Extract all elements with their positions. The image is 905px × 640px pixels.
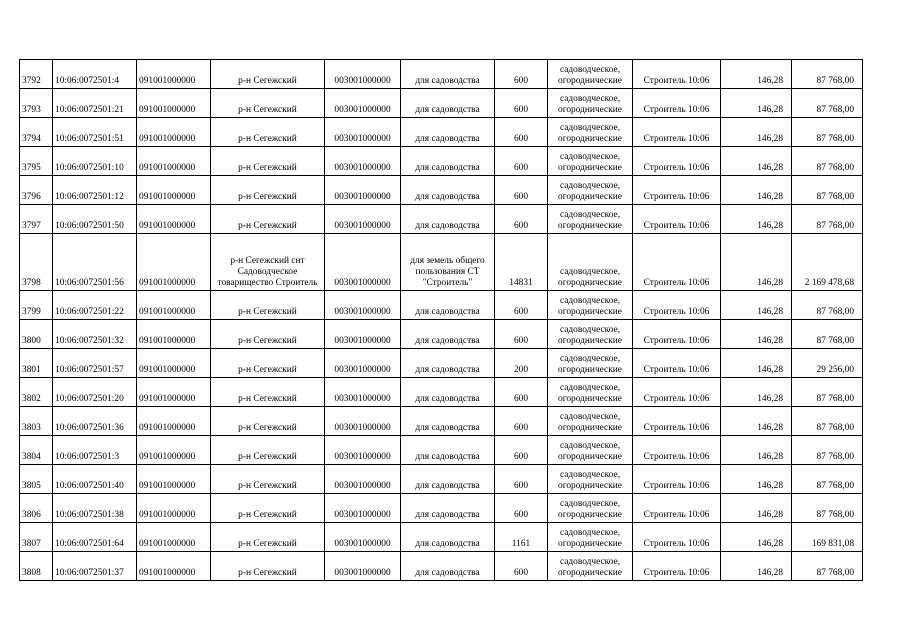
cell-address: р-н Сегежский [211,378,325,407]
cell-group: садоводческое, огороднические [548,552,633,581]
cell-row-number: 3806 [20,494,53,523]
cell-specific-value: 146,28 [721,234,792,291]
cell-cadastral-number: 10:06:0072501:51 [53,118,137,147]
cell-cadastral-number: 10:06:0072501:40 [53,465,137,494]
table-row [20,349,863,378]
cell-category-code: 003001000000 [325,118,401,147]
cell-area: 600 [495,176,548,205]
cell-cadastral-value: 87 768,00 [792,205,863,234]
cell-address: р-н Сегежский [211,552,325,581]
cell-row-number: 3799 [20,291,53,320]
cell-cadastral-number: 10:06:0072501:56 [53,234,137,291]
cell-specific-value: 146,28 [721,436,792,465]
cell-address: р-н Сегежский [211,436,325,465]
cell-group: садоводческое, огороднические [548,176,633,205]
cell-category-code: 003001000000 [325,234,401,291]
cell-row-number: 3801 [20,349,53,378]
cell-row-number: 3794 [20,118,53,147]
table-row [20,147,863,176]
cell-permitted-use: для садоводства [401,407,495,436]
cell-row-number: 3804 [20,436,53,465]
cell-permitted-use: для садоводства [401,60,495,89]
cell-permitted-use: для садоводства [401,465,495,494]
cell-specific-value: 146,28 [721,407,792,436]
cell-cadastral-number: 10:06:0072501:57 [53,349,137,378]
cell-address: р-н Сегежский [211,118,325,147]
cell-permitted-use: для садоводства [401,118,495,147]
cell-area: 600 [495,436,548,465]
cell-group: садоводческое, огороднические [548,234,633,291]
cell-cadastral-value: 2 169 478,68 [792,234,863,291]
cell-address: р-н Сегежский [211,320,325,349]
cell-category-code: 003001000000 [325,291,401,320]
cell-group: садоводческое, огороднические [548,436,633,465]
cell-area: 600 [495,147,548,176]
cell-settlement: Строитель 10:06 [633,349,721,378]
cell-oktmo-code: 091001000000 [137,523,211,552]
cell-cadastral-number: 10:06:0072501:22 [53,291,137,320]
cell-specific-value: 146,28 [721,60,792,89]
cell-cadastral-value: 87 768,00 [792,291,863,320]
cell-cadastral-number: 10:06:0072501:4 [53,60,137,89]
cell-specific-value: 146,28 [721,552,792,581]
cell-address: р-н Сегежский [211,291,325,320]
cell-specific-value: 146,28 [721,494,792,523]
table-row [20,407,863,436]
cell-category-code: 003001000000 [325,494,401,523]
table-row [20,89,863,118]
cell-permitted-use: для садоводства [401,378,495,407]
cell-permitted-use: для садоводства [401,349,495,378]
cell-specific-value: 146,28 [721,89,792,118]
cadastral-table [19,59,863,581]
cell-category-code: 003001000000 [325,436,401,465]
cell-cadastral-value: 87 768,00 [792,465,863,494]
table-row [20,60,863,89]
cell-row-number: 3793 [20,89,53,118]
cell-area: 600 [495,552,548,581]
cell-category-code: 003001000000 [325,176,401,205]
cell-specific-value: 146,28 [721,378,792,407]
cell-area: 600 [495,89,548,118]
cell-category-code: 003001000000 [325,147,401,176]
cell-settlement: Строитель 10:06 [633,523,721,552]
cell-cadastral-value: 87 768,00 [792,552,863,581]
cell-cadastral-number: 10:06:0072501:37 [53,552,137,581]
cell-address: р-н Сегежский [211,89,325,118]
table-body [20,60,863,581]
cell-settlement: Строитель 10:06 [633,552,721,581]
cell-specific-value: 146,28 [721,349,792,378]
cell-row-number: 3802 [20,378,53,407]
cell-cadastral-number: 10:06:0072501:36 [53,407,137,436]
cell-specific-value: 146,28 [721,465,792,494]
table-row [20,176,863,205]
cell-row-number: 3808 [20,552,53,581]
cell-permitted-use: для садоводства [401,494,495,523]
cell-address: р-н Сегежский [211,523,325,552]
cell-settlement: Строитель 10:06 [633,494,721,523]
cell-cadastral-number: 10:06:0072501:20 [53,378,137,407]
cell-group: садоводческое, огороднические [548,291,633,320]
table-row [20,118,863,147]
table-row [20,436,863,465]
cell-area: 600 [495,407,548,436]
cell-row-number: 3807 [20,523,53,552]
table-row [20,552,863,581]
cell-group: садоводческое, огороднические [548,60,633,89]
cell-specific-value: 146,28 [721,291,792,320]
cell-category-code: 003001000000 [325,465,401,494]
cell-area: 600 [495,60,548,89]
cell-cadastral-number: 10:06:0072501:50 [53,205,137,234]
cell-cadastral-value: 87 768,00 [792,118,863,147]
cell-row-number: 3795 [20,147,53,176]
cell-area: 600 [495,291,548,320]
table-row [20,291,863,320]
cell-category-code: 003001000000 [325,320,401,349]
cell-category-code: 003001000000 [325,552,401,581]
cell-cadastral-value: 87 768,00 [792,407,863,436]
cell-area: 600 [495,494,548,523]
cell-oktmo-code: 091001000000 [137,407,211,436]
cell-category-code: 003001000000 [325,89,401,118]
cell-cadastral-value: 29 256,00 [792,349,863,378]
cell-address: р-н Сегежский снт Садоводческое товарищество Строитель [211,234,325,291]
cell-permitted-use: для садоводства [401,523,495,552]
cell-category-code: 003001000000 [325,523,401,552]
cell-specific-value: 146,28 [721,320,792,349]
cell-settlement: Строитель 10:06 [633,118,721,147]
cell-permitted-use: для садоводства [401,147,495,176]
cell-group: садоводческое, огороднические [548,523,633,552]
cell-settlement: Строитель 10:06 [633,234,721,291]
cell-area: 600 [495,378,548,407]
cell-cadastral-number: 10:06:0072501:10 [53,147,137,176]
cell-oktmo-code: 091001000000 [137,60,211,89]
cell-settlement: Строитель 10:06 [633,378,721,407]
cell-group: садоводческое, огороднические [548,89,633,118]
cell-permitted-use: для садоводства [401,320,495,349]
cell-settlement: Строитель 10:06 [633,89,721,118]
cell-specific-value: 146,28 [721,147,792,176]
cell-oktmo-code: 091001000000 [137,349,211,378]
cell-settlement: Строитель 10:06 [633,147,721,176]
cell-group: садоводческое, огороднические [548,378,633,407]
cell-group: садоводческое, огороднические [548,465,633,494]
cell-address: р-н Сегежский [211,176,325,205]
cell-address: р-н Сегежский [211,60,325,89]
cell-address: р-н Сегежский [211,205,325,234]
cell-settlement: Строитель 10:06 [633,176,721,205]
cell-permitted-use: для садоводства [401,436,495,465]
cell-permitted-use: для садоводства [401,205,495,234]
cell-cadastral-value: 87 768,00 [792,494,863,523]
cell-area: 600 [495,465,548,494]
cell-settlement: Строитель 10:06 [633,436,721,465]
cell-area: 600 [495,205,548,234]
table-row [20,205,863,234]
cell-row-number: 3803 [20,407,53,436]
cell-oktmo-code: 091001000000 [137,234,211,291]
cell-address: р-н Сегежский [211,494,325,523]
cell-row-number: 3792 [20,60,53,89]
cell-oktmo-code: 091001000000 [137,291,211,320]
cell-address: р-н Сегежский [211,349,325,378]
cell-cadastral-value: 87 768,00 [792,89,863,118]
cell-area: 14831 [495,234,548,291]
cell-settlement: Строитель 10:06 [633,465,721,494]
cell-settlement: Строитель 10:06 [633,60,721,89]
cell-cadastral-number: 10:06:0072501:38 [53,494,137,523]
cell-cadastral-value: 87 768,00 [792,320,863,349]
cell-category-code: 003001000000 [325,205,401,234]
cell-oktmo-code: 091001000000 [137,205,211,234]
cell-oktmo-code: 091001000000 [137,552,211,581]
table-row [20,320,863,349]
cell-group: садоводческое, огороднические [548,349,633,378]
cell-oktmo-code: 091001000000 [137,147,211,176]
cell-cadastral-value: 87 768,00 [792,176,863,205]
cell-specific-value: 146,28 [721,205,792,234]
cell-group: садоводческое, огороднические [548,147,633,176]
cell-group: садоводческое, огороднические [548,494,633,523]
cell-settlement: Строитель 10:06 [633,291,721,320]
cell-category-code: 003001000000 [325,60,401,89]
cell-row-number: 3805 [20,465,53,494]
cell-oktmo-code: 091001000000 [137,465,211,494]
cell-area: 200 [495,349,548,378]
cell-category-code: 003001000000 [325,407,401,436]
cell-specific-value: 146,28 [721,118,792,147]
cell-oktmo-code: 091001000000 [137,436,211,465]
table-row [20,465,863,494]
cell-oktmo-code: 091001000000 [137,494,211,523]
cell-settlement: Строитель 10:06 [633,205,721,234]
cell-settlement: Строитель 10:06 [633,320,721,349]
cell-row-number: 3798 [20,234,53,291]
cell-group: садоводческое, огороднические [548,118,633,147]
cell-cadastral-value: 87 768,00 [792,60,863,89]
table-row [20,234,863,291]
cell-permitted-use: для садоводства [401,552,495,581]
cell-cadastral-number: 10:06:0072501:21 [53,89,137,118]
cell-cadastral-number: 10:06:0072501:64 [53,523,137,552]
cell-permitted-use: для садоводства [401,291,495,320]
cell-cadastral-number: 10:06:0072501:3 [53,436,137,465]
cell-address: р-н Сегежский [211,465,325,494]
table-row [20,378,863,407]
cell-cadastral-number: 10:06:0072501:12 [53,176,137,205]
cell-cadastral-value: 169 831,08 [792,523,863,552]
cell-cadastral-value: 87 768,00 [792,436,863,465]
cell-row-number: 3800 [20,320,53,349]
cell-specific-value: 146,28 [721,176,792,205]
cell-category-code: 003001000000 [325,349,401,378]
cell-cadastral-value: 87 768,00 [792,147,863,176]
cell-oktmo-code: 091001000000 [137,176,211,205]
cell-address: р-н Сегежский [211,147,325,176]
cell-area: 1161 [495,523,548,552]
table-row [20,523,863,552]
cell-group: садоводческое, огороднические [548,407,633,436]
cell-category-code: 003001000000 [325,378,401,407]
cell-settlement: Строитель 10:06 [633,407,721,436]
cell-area: 600 [495,320,548,349]
cell-permitted-use: для земель общего пользования СТ "Строитель" [401,234,495,291]
cell-row-number: 3797 [20,205,53,234]
cell-cadastral-value: 87 768,00 [792,378,863,407]
cell-oktmo-code: 091001000000 [137,320,211,349]
cell-permitted-use: для садоводства [401,176,495,205]
cell-group: садоводческое, огороднические [548,205,633,234]
cell-oktmo-code: 091001000000 [137,89,211,118]
cell-permitted-use: для садоводства [401,89,495,118]
table-row [20,494,863,523]
cell-specific-value: 146,28 [721,523,792,552]
cell-oktmo-code: 091001000000 [137,118,211,147]
cell-oktmo-code: 091001000000 [137,378,211,407]
cell-row-number: 3796 [20,176,53,205]
cell-area: 600 [495,118,548,147]
cell-group: садоводческое, огороднические [548,320,633,349]
cell-cadastral-number: 10:06:0072501:32 [53,320,137,349]
cell-address: р-н Сегежский [211,407,325,436]
